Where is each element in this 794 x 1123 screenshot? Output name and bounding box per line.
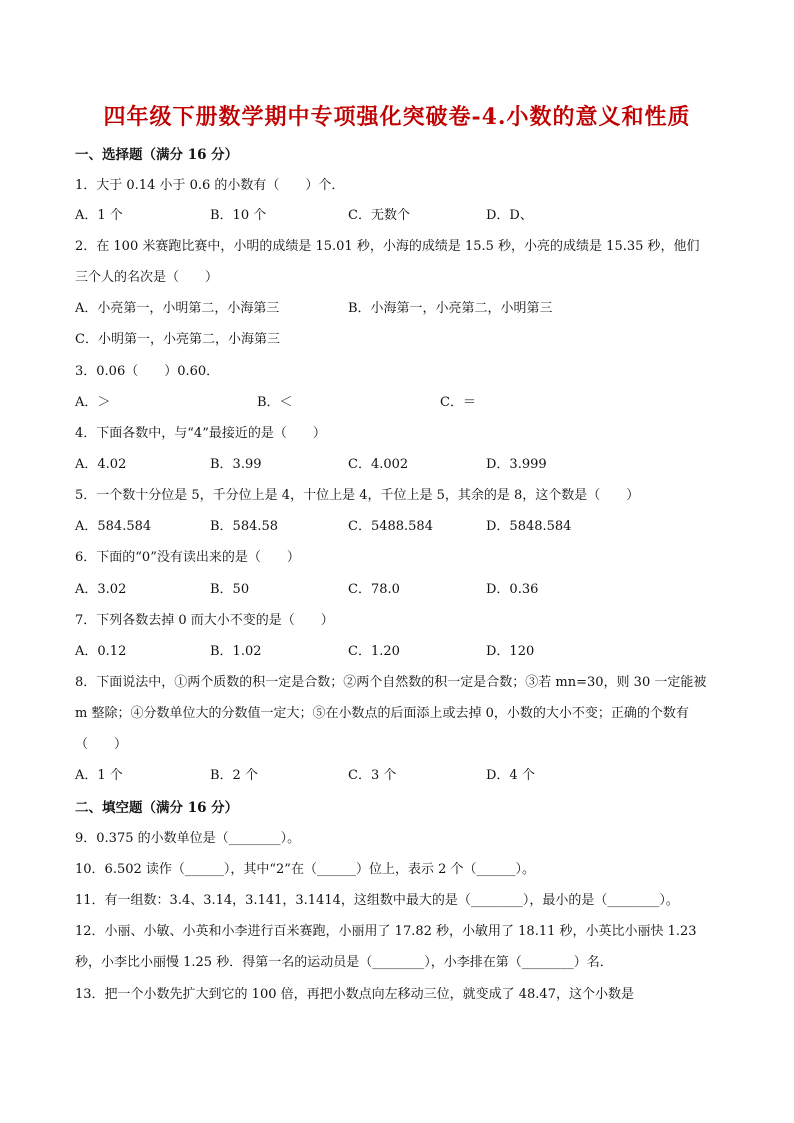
question-4-option-c: C．4.002: [348, 457, 409, 472]
question-8-option-a: A．1 个: [75, 768, 123, 783]
question-4-option-a: A．4.02: [75, 457, 127, 472]
question-1-stem: 1．大于 0.14 小于 0.6 的小数有（ ）个．: [75, 178, 345, 193]
question-2-stem-line2: 三个人的名次是（ ）: [75, 270, 219, 285]
question-6-option-a: A．3.02: [75, 582, 127, 597]
question-8-stem-line2: m 整除；④分数单位大的分数值一定大；⑤在小数点的后面添上或去掉 0，小数的大小不变；正确的个数有: [75, 706, 689, 721]
question-8-stem-line1: 8．下面说法中，①两个质数的积一定是合数；②两个自然数的积一定是合数；③若 mn=30，则 30 一定能被: [75, 675, 707, 690]
question-7-option-c: C．1.20: [348, 644, 400, 659]
question-5-stem: 5．一个数十分位是 5，千分位上是 4，十位上是 4，千位上是 5，其余的是 8，这个数是（ ）: [75, 488, 640, 503]
question-3-option-c: C．＝: [440, 395, 476, 410]
question-8-option-d: D．4 个: [486, 768, 535, 783]
question-12-line1: 12．小丽、小敏、小英和小李进行百米赛跑，小丽用了 17.82 秒，小敏用了 18.11 秒，小英比小丽快 1.23: [75, 924, 697, 939]
question-7-option-a: A．0.12: [75, 644, 127, 659]
question-12-line2: 秒，小李比小丽慢 1.25 秒．得第一名的运动员是（________），小李排在第（________）名．: [75, 955, 613, 970]
question-6-option-d: D．0.36: [486, 582, 539, 597]
question-7-option-b: B．1.02: [210, 644, 262, 659]
question-7-stem: 7．下列各数去掉 0 而大小不变的是（ ）: [75, 613, 334, 628]
question-3-stem: 3．0.06（ ）0.60．: [75, 364, 220, 379]
question-1-option-b: B．10 个: [210, 208, 267, 223]
question-8-option-c: C．3 个: [348, 768, 397, 783]
question-4-option-b: B．3.99: [210, 457, 262, 472]
question-5-option-b: B．584.58: [210, 519, 279, 534]
question-1-option-d: D．D、: [486, 208, 533, 223]
section-heading-fill: 二、填空题（满分 16 分）: [75, 800, 239, 816]
question-9: 9．0.375 的小数单位是（________）。: [75, 831, 301, 846]
question-6-option-b: B．50: [210, 582, 250, 597]
question-11: 11．有一组数：3.4、3.14，3.141，3.1414，这组数中最大的是（________），最小的是（________）。: [75, 893, 679, 908]
page-title: 四年级下册数学期中专项强化突破卷-4.小数的意义和性质: [103, 104, 691, 130]
section-heading-choice: 一、选择题（满分 16 分）: [75, 147, 239, 163]
question-4-option-d: D．3.999: [486, 457, 547, 472]
question-3-option-a: A．＞: [75, 395, 111, 410]
question-1-option-c: C．无数个: [348, 208, 410, 223]
question-10: 10．6.502 读作（______），其中“2”在（______）位上，表示 2 个（______）。: [75, 862, 535, 877]
question-2-stem-line1: 2．在 100 米赛跑比赛中，小明的成绩是 15.01 秒，小海的成绩是 15.5 秒，小亮的成绩是 15.35 秒，他们: [75, 239, 700, 254]
question-2-option-c: C．小明第一，小亮第二，小海第三: [75, 332, 280, 347]
question-2-option-b: B．小海第一，小亮第二，小明第三: [348, 301, 553, 316]
question-8-stem-line3: （ ）: [75, 737, 128, 752]
question-5-option-a: A．584.584: [75, 519, 152, 534]
question-6-option-c: C．78.0: [348, 582, 400, 597]
question-5-option-c: C．5488.584: [348, 519, 433, 534]
question-13: 13．把一个小数先扩大到它的 100 倍，再把小数点向左移动三位，就变成了 48.47，这个小数是: [75, 987, 634, 1002]
question-7-option-d: D．120: [486, 644, 535, 659]
question-4-stem: 4．下面各数中，与“4”最接近的是（ ）: [75, 426, 326, 441]
question-6-stem: 6．下面的“0”没有读出来的是（ ）: [75, 550, 300, 565]
question-2-option-a: A．小亮第一，小明第二，小海第三: [75, 301, 280, 316]
question-5-option-d: D．5848.584: [486, 519, 572, 534]
question-8-option-b: B．2 个: [210, 768, 258, 783]
question-1-option-a: A．1 个: [75, 208, 123, 223]
question-3-option-b: B．＜: [257, 395, 293, 410]
